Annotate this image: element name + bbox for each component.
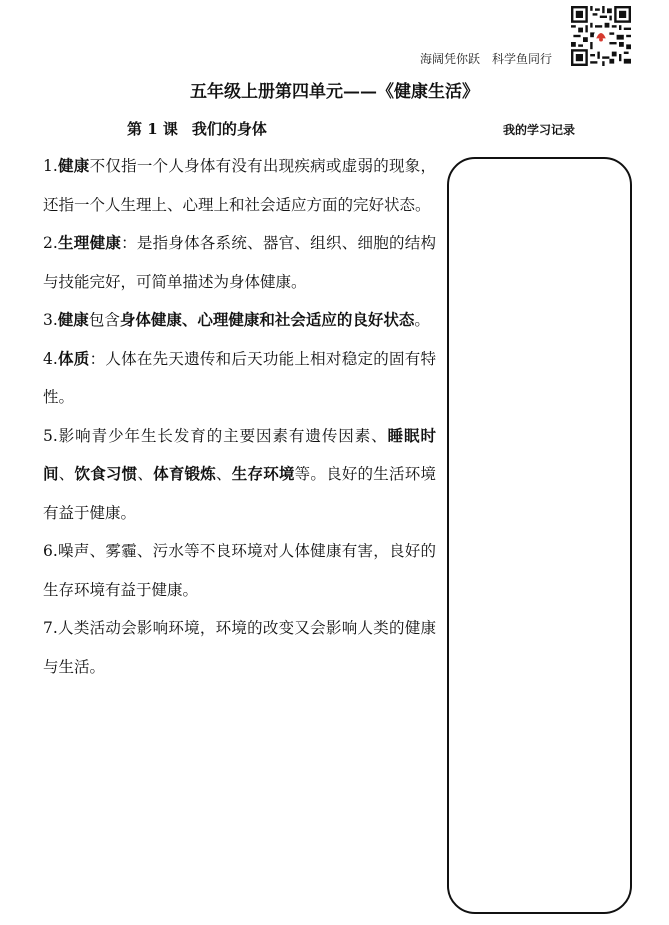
lesson-heading	[127, 118, 267, 139]
note-item-5: 5.影响青少年生长发育的主要因素有遗传因素、睡眠时间、饮食习惯、体育锻炼、生存环境等。良好的生活环境有益于健康。	[43, 425, 436, 522]
note-item-3: 3.健康包含身体健康、心理健康和社会适应的良好状态。	[43, 310, 430, 329]
note-item-6: 6.噪声、雾霾、污水等不良环境对人体健康有害，良好的生存环境有益于健康。	[43, 542, 436, 599]
slogan-right: 科学鱼同行	[492, 52, 553, 66]
qr-code-icon[interactable]	[571, 6, 631, 66]
page-title: 五年级上册第四单元——《健康生活》	[190, 82, 479, 102]
note-item-4: 4.体质：人体在先天遗传和后天功能上相对稳定的固有特性。	[43, 348, 436, 406]
study-record-label: 我的学习记录	[503, 123, 576, 137]
note-item-1: 1.健康不仅指一个人身体有没有出现疾病或虚弱的现象，还指一个人生理上、心理上和社会适应方面的完好状态。	[43, 156, 436, 214]
slogan-left: 海阔凭你跃	[420, 52, 481, 66]
note-item-7: 7.人类活动会影响环境，环境的改变又会影响人类的健康与生活。	[43, 619, 436, 676]
study-record-box[interactable]	[447, 157, 632, 914]
lesson-number: 第 1 课	[127, 120, 178, 138]
notes-content	[43, 147, 436, 686]
note-item-2: 2.生理健康：是指身体各系统、器官、组织、细胞的结构与技能完好，可简单描述为身体健康。	[43, 233, 436, 291]
header-slogan	[420, 50, 552, 67]
lesson-name: 我们的身体	[191, 120, 267, 138]
